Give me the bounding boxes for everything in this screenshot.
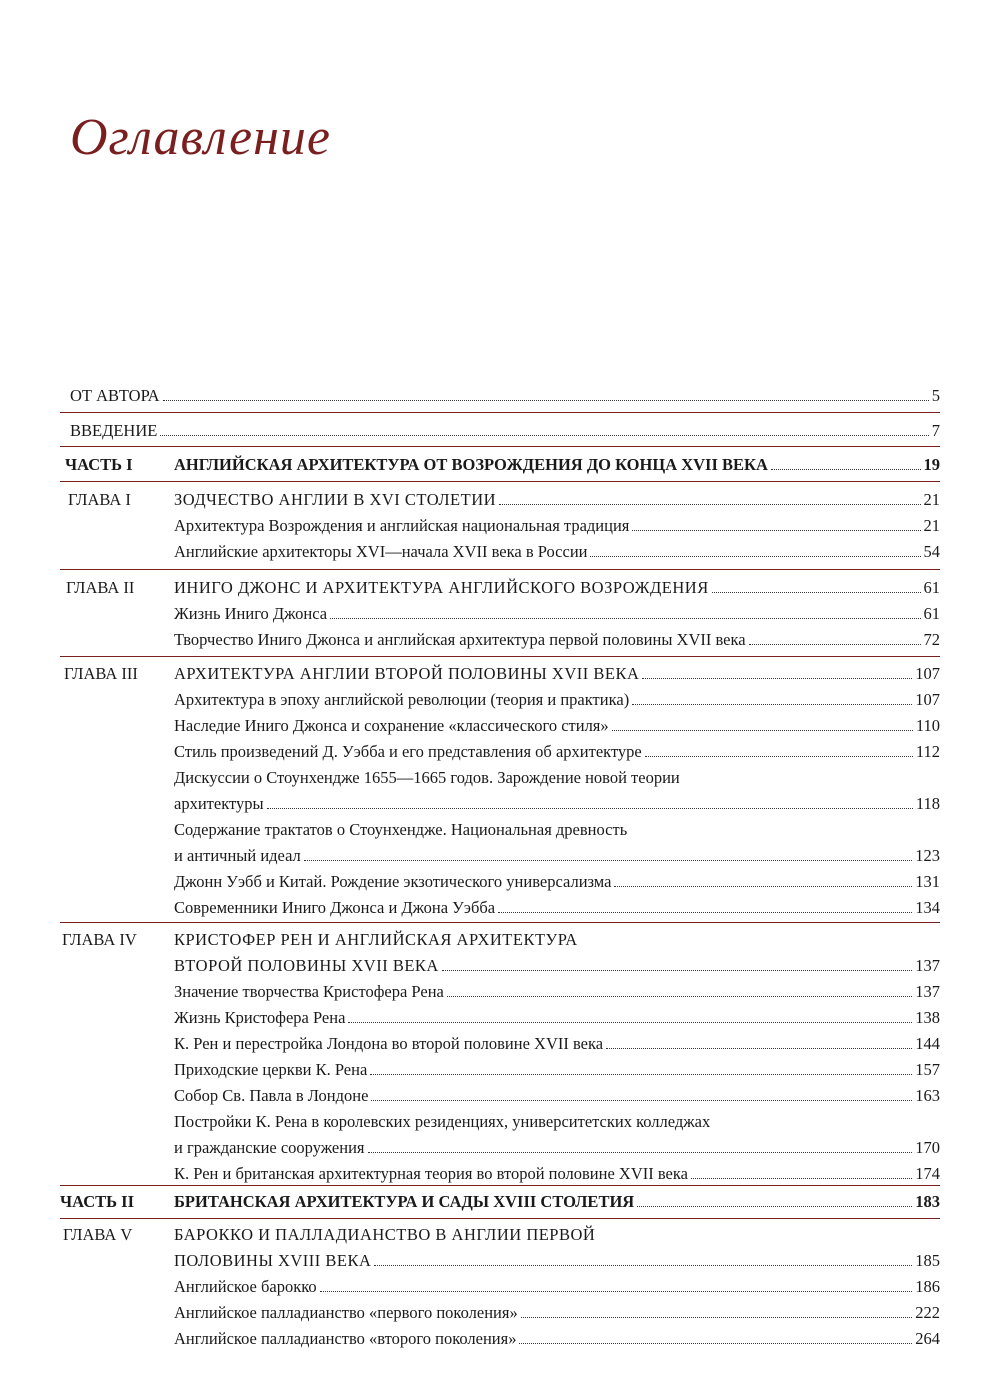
toc-chapter-4[interactable] — [0, 927, 1000, 953]
toc-entry-text: Жизнь Кристофера Рена — [174, 1008, 346, 1027]
leader-dots — [371, 1100, 912, 1101]
toc-section[interactable] — [0, 539, 1000, 565]
page-number: 134 — [915, 898, 940, 917]
toc-section[interactable] — [0, 1135, 1000, 1161]
leader-dots — [632, 704, 912, 705]
toc-chapter-4-cont[interactable] — [0, 953, 1000, 979]
page-number: 19 — [923, 455, 940, 474]
toc-entry-text: АРХИТЕКТУРА АНГЛИИ ВТОРОЙ ПОЛОВИНЫ XVII ВЕКА — [174, 664, 640, 683]
divider — [60, 569, 940, 570]
toc-entry-text: БАРОККО И ПАЛЛАДИАНСТВО В АНГЛИИ ПЕРВОЙ — [174, 1225, 596, 1244]
toc-entry-text: К. Рен и перестройка Лондона во второй половине XVII века — [174, 1034, 604, 1053]
page-number: 137 — [915, 982, 940, 1001]
leader-dots — [606, 1048, 912, 1049]
page-number: 222 — [915, 1303, 940, 1322]
page-number: 112 — [915, 742, 940, 761]
leader-dots — [304, 860, 912, 861]
chapter-label: ГЛАВА II — [66, 578, 135, 597]
divider — [60, 922, 940, 923]
toc-entry-text: ВТОРОЙ ПОЛОВИНЫ XVII ВЕКА — [174, 956, 439, 975]
page-number: 174 — [915, 1164, 940, 1183]
toc-section[interactable] — [0, 513, 1000, 539]
leader-dots — [447, 996, 912, 997]
leader-dots — [590, 556, 920, 557]
toc-section[interactable] — [0, 869, 1000, 895]
leader-dots — [163, 400, 929, 401]
leader-dots — [712, 592, 921, 593]
leader-dots — [498, 912, 912, 913]
toc-entry-text: Английское палладианство «второго поколения» — [174, 1329, 517, 1348]
leader-dots — [368, 1152, 913, 1153]
toc-chapter-5-cont[interactable] — [0, 1248, 1000, 1274]
page-number: 144 — [915, 1034, 940, 1053]
divider — [60, 481, 940, 482]
page-number: 107 — [915, 690, 940, 709]
toc-section-line1[interactable] — [0, 1109, 1000, 1135]
page-number: 123 — [915, 846, 940, 865]
toc-entry-text: ОТ АВТОРА — [70, 386, 160, 405]
part-label: ЧАСТЬ II — [60, 1192, 135, 1211]
toc-entry-text: Наследие Иниго Джонса и сохранение «классического стиля» — [174, 716, 609, 735]
toc-section[interactable] — [0, 713, 1000, 739]
leader-dots — [632, 530, 920, 531]
toc-entry-text: Английское палладианство «первого поколения» — [174, 1303, 518, 1322]
chapter-label: ГЛАВА I — [68, 490, 131, 509]
toc-section[interactable] — [0, 739, 1000, 765]
toc-section[interactable] — [0, 1083, 1000, 1109]
toc-entry-text: Приходские церкви К. Рена — [174, 1060, 368, 1079]
toc-section[interactable] — [0, 791, 1000, 817]
page-number: 183 — [915, 1192, 940, 1211]
toc-entry-text: ВВЕДЕНИЕ — [70, 421, 158, 440]
toc-entry-text: Английское барокко — [174, 1277, 317, 1296]
toc-entry-intro[interactable] — [0, 418, 1000, 444]
toc-section[interactable] — [0, 1326, 1000, 1352]
page-number: 163 — [915, 1086, 940, 1105]
page-number: 7 — [931, 421, 940, 440]
toc-chapter-1[interactable] — [0, 487, 1000, 513]
toc-section[interactable] — [0, 1300, 1000, 1326]
toc-entry-text: Современники Иниго Джонса и Джона Уэбба — [174, 898, 496, 917]
toc-section-line1[interactable] — [0, 765, 1000, 791]
toc-entry-text: Собор Св. Павла в Лондоне — [174, 1086, 369, 1105]
toc-chapter-3[interactable] — [0, 661, 1000, 687]
toc-section[interactable] — [0, 687, 1000, 713]
toc-entry-text: Архитектура Возрождения и английская национальная традиция — [174, 516, 630, 535]
toc-entry-text: архитектуры — [174, 794, 264, 813]
toc-entry-text: БРИТАНСКАЯ АРХИТЕКТУРА И САДЫ XVIII СТОЛЕТИЯ — [174, 1192, 635, 1211]
toc-entry-text: и гражданские сооружения — [174, 1138, 365, 1157]
toc-section-line1[interactable] — [0, 817, 1000, 843]
toc-section[interactable] — [0, 1274, 1000, 1300]
toc-entry-text: Жизнь Иниго Джонса — [174, 604, 328, 623]
toc-section[interactable] — [0, 1161, 1000, 1187]
toc-entry-text: ПОЛОВИНЫ XVIII ВЕКА — [174, 1251, 372, 1270]
toc-entry-text: и античный идеал — [174, 846, 301, 865]
toc-entry-text: КРИСТОФЕР РЕН И АНГЛИЙСКАЯ АРХИТЕКТУРА — [174, 930, 578, 949]
toc-part-2[interactable] — [0, 1189, 1000, 1215]
leader-dots — [637, 1206, 912, 1207]
divider — [60, 446, 940, 447]
divider — [60, 656, 940, 657]
toc-part-1[interactable] — [0, 452, 1000, 478]
toc-entry-text: Постройки К. Рена в королевских резиденциях, университетских колледжах — [174, 1112, 711, 1131]
divider — [60, 1185, 940, 1186]
toc-section[interactable] — [0, 1005, 1000, 1031]
page-number: 118 — [915, 794, 940, 813]
toc-entry-text: ИНИГО ДЖОНС И АРХИТЕКТУРА АНГЛИЙСКОГО ВОЗРОЖДЕНИЯ — [174, 578, 709, 597]
toc-entry-text: Творчество Иниго Джонса и английская архитектура первой половины XVII века — [174, 630, 746, 649]
leader-dots — [519, 1343, 912, 1344]
toc-entry-text: Архитектура в эпоху английской революции (теория и практика) — [174, 690, 630, 709]
leader-dots — [348, 1022, 912, 1023]
page-number: 186 — [915, 1277, 940, 1296]
toc-entry-text: Дискуссии о Стоунхендже 1655—1665 годов. Зарождение новой теории — [174, 768, 680, 787]
toc-entry-text: К. Рен и британская архитектурная теория во второй половине XVII века — [174, 1164, 688, 1183]
page-number: 264 — [915, 1329, 940, 1348]
toc-entry-text: Стиль произведений Д. Уэбба и его представления об архитектуре — [174, 742, 642, 761]
leader-dots — [642, 678, 912, 679]
chapter-label: ГЛАВА V — [63, 1225, 133, 1244]
leader-dots — [267, 808, 913, 809]
leader-dots — [749, 644, 921, 645]
toc-section[interactable] — [0, 1031, 1000, 1057]
toc-entry-text: АНГЛИЙСКАЯ АРХИТЕКТУРА ОТ ВОЗРОЖДЕНИЯ ДО КОНЦА XVII ВЕКА — [174, 455, 768, 474]
toc-entry-text: Содержание трактатов о Стоунхендже. Национальная древность — [174, 820, 628, 839]
page-title: Оглавление — [70, 109, 331, 166]
leader-dots — [691, 1178, 912, 1179]
page-number: 21 — [923, 516, 940, 535]
page-number: 157 — [915, 1060, 940, 1079]
page-number: 107 — [915, 664, 940, 683]
chapter-label: ГЛАВА IV — [62, 930, 137, 949]
toc-entry-text: ЗОДЧЕСТВО АНГЛИИ В XVI СТОЛЕТИИ — [174, 490, 497, 509]
toc-entry-text: Джонн Уэбб и Китай. Рождение экзотического универсализма — [174, 872, 612, 891]
page-number: 5 — [931, 386, 940, 405]
chapter-label: ГЛАВА III — [64, 664, 138, 683]
part-label: ЧАСТЬ I — [65, 455, 133, 474]
toc-section[interactable] — [0, 627, 1000, 653]
page-number: 61 — [923, 578, 940, 597]
page-number: 61 — [923, 604, 940, 623]
leader-dots — [614, 886, 912, 887]
leader-dots — [374, 1265, 912, 1266]
toc-section[interactable] — [0, 895, 1000, 921]
page-number: 54 — [923, 542, 940, 561]
leader-dots — [320, 1291, 913, 1292]
leader-dots — [645, 756, 913, 757]
toc-entry-text: Значение творчества Кристофера Рена — [174, 982, 444, 1001]
leader-dots — [521, 1317, 913, 1318]
page-number: 138 — [915, 1008, 940, 1027]
leader-dots — [160, 435, 928, 436]
toc-section[interactable] — [0, 601, 1000, 627]
leader-dots — [771, 469, 921, 470]
toc-section[interactable] — [0, 1057, 1000, 1083]
page-number: 185 — [915, 1251, 940, 1270]
page-number: 72 — [923, 630, 940, 649]
page-number: 21 — [923, 490, 940, 509]
page-number: 131 — [915, 872, 940, 891]
page-number: 110 — [915, 716, 940, 735]
divider — [60, 1218, 940, 1219]
toc-chapter-5[interactable] — [0, 1222, 1000, 1248]
leader-dots — [442, 970, 912, 971]
page-number: 137 — [915, 956, 940, 975]
toc-section[interactable] — [0, 979, 1000, 1005]
page-number: 170 — [915, 1138, 940, 1157]
leader-dots — [370, 1074, 912, 1075]
toc-entry-author[interactable] — [0, 383, 1000, 409]
divider — [60, 412, 940, 413]
leader-dots — [612, 730, 913, 731]
toc-entry-text: Английские архитекторы XVI—начала XVII века в России — [174, 542, 588, 561]
toc-section[interactable] — [0, 843, 1000, 869]
leader-dots — [330, 618, 920, 619]
toc-chapter-2[interactable] — [0, 575, 1000, 601]
leader-dots — [499, 504, 920, 505]
